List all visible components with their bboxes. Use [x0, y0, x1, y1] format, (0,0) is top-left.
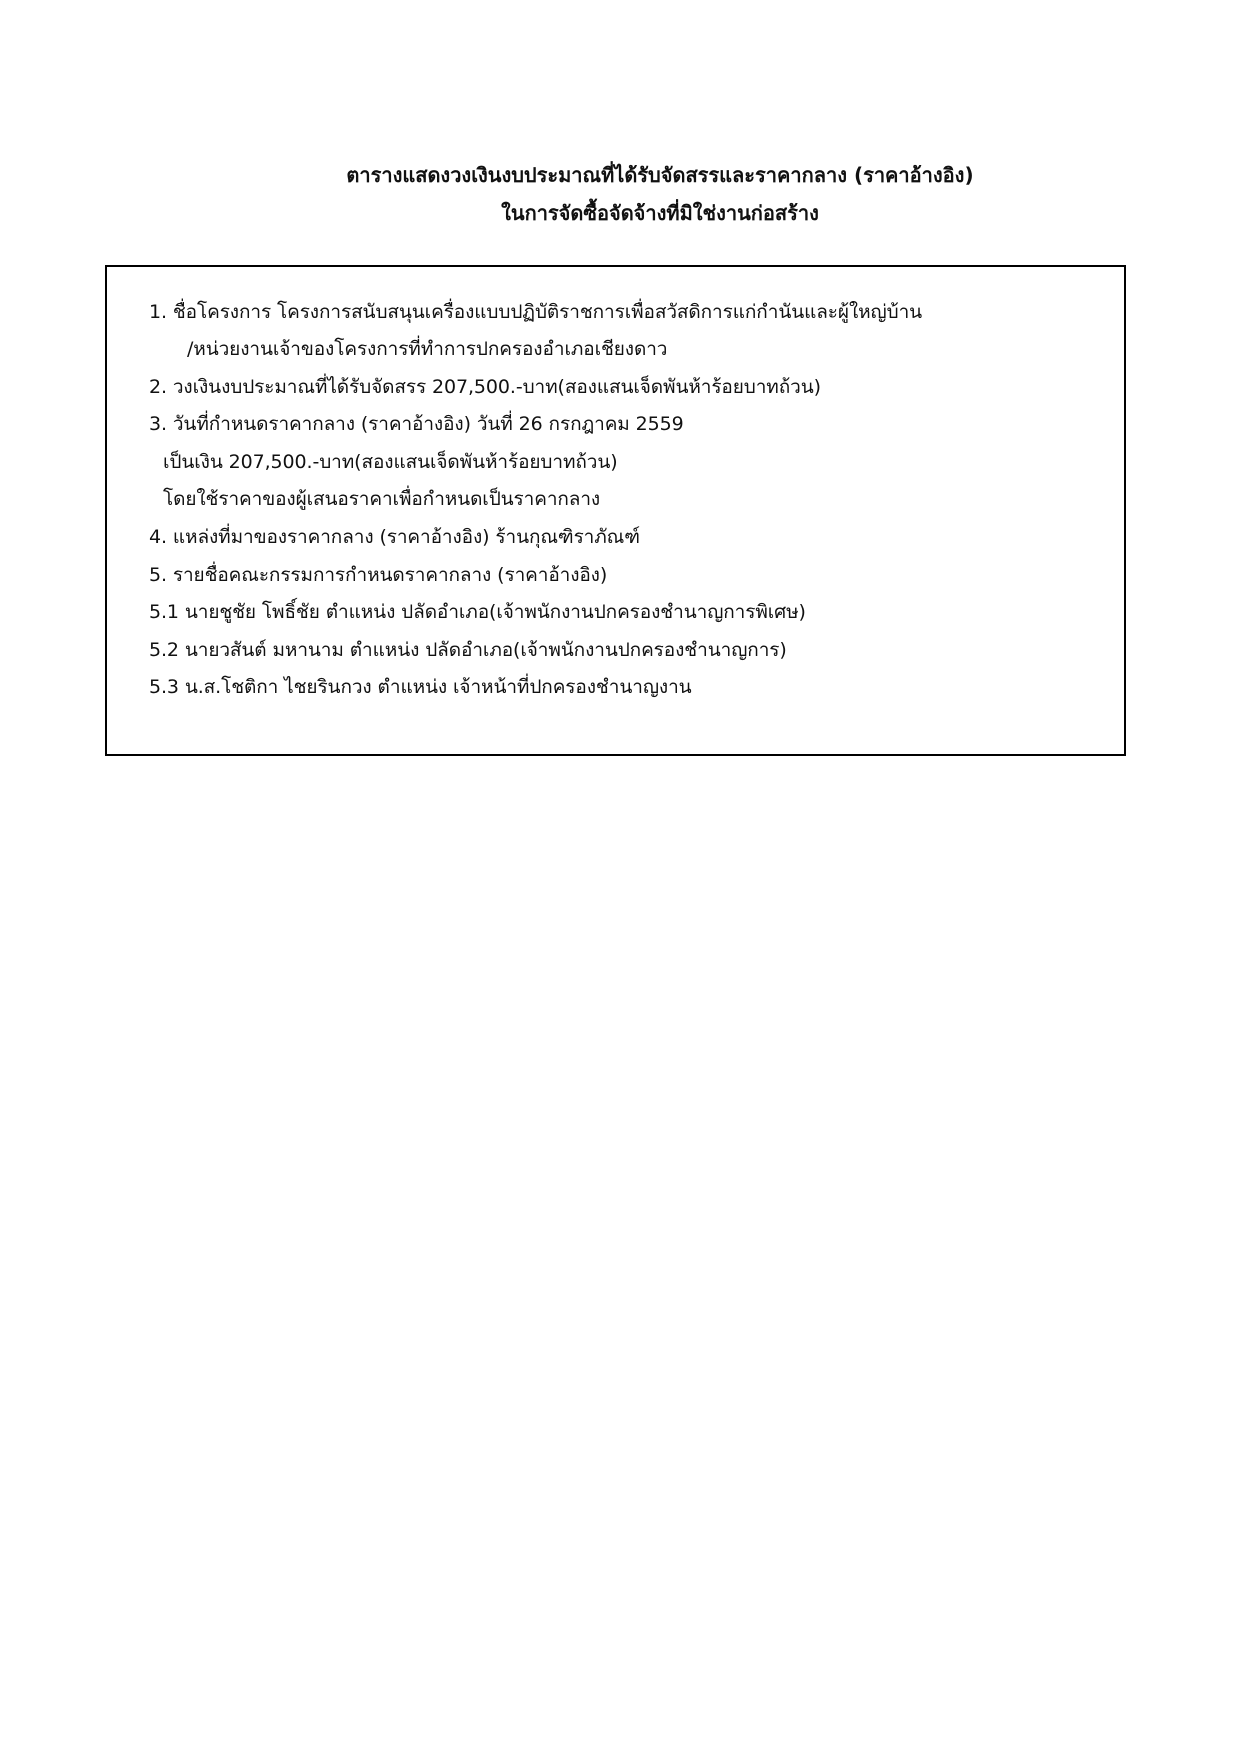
document-title [0, 156, 1240, 232]
item-project-name: 1. ชื่อโครงการ โครงการสนับสนุนเครื่องแบบปฏิบัติราชการเพื่อสวัสดิการแก่กำนันและผู้ใหญ่บ้าน [149, 301, 923, 323]
item-budget: 2. วงเงินงบประมาณที่ได้รับจัดสรร 207,500.-บาท(สองแสนเจ็ดพันห้าร้อยบาทถ้วน) [149, 376, 821, 398]
item-price-source: 4. แหล่งที่มาของราคากลาง (ราคาอ้างอิง) ร้านกุณฑิราภัณฑ์ [149, 526, 640, 548]
committee-member-3: 5.3 น.ส.โชติกา ไชยรินกวง ตำแหน่ง เจ้าหน้าที่ปกครองชำนาญงาน [149, 676, 692, 698]
item-reference-amount: เป็นเงิน 207,500.-บาท(สองแสนเจ็ดพันห้าร้อยบาทถ้วน) [163, 451, 618, 473]
committee-member-2: 5.2 นายวสันต์ มหานาม ตำแหน่ง ปลัดอำเภอ(เจ้าพนักงานปกครองชำนาญการ) [149, 639, 787, 661]
project-info-box [105, 265, 1126, 756]
item-reference-date: 3. วันที่กำหนดราคากลาง (ราคาอ้างอิง) วันที่ 26 กรกฎาคม 2559 [149, 413, 684, 435]
committee-member-1: 5.1 นายชูชัย โพธิ์ชัย ตำแหน่ง ปลัดอำเภอ(เจ้าพนักงานปกครองชำนาญการพิเศษ) [149, 601, 806, 623]
item-reference-method: โดยใช้ราคาของผู้เสนอราคาเพื่อกำหนดเป็นราคากลาง [163, 488, 601, 510]
item-project-agency: /หน่วยงานเจ้าของโครงการที่ทำการปกครองอำเภอเชียงดาว [187, 338, 668, 360]
item-committee-heading: 5. รายชื่อคณะกรรมการกำหนดราคากลาง (ราคาอ้างอิง) [149, 564, 608, 586]
title-line-1: ตารางแสดงวงเงินงบประมาณที่ได้รับจัดสรรและราคากลาง (ราคาอ้างอิง) [346, 163, 974, 187]
title-line-2: ในการจัดซื้อจัดจ้างที่มิใช่งานก่อสร้าง [501, 201, 819, 225]
